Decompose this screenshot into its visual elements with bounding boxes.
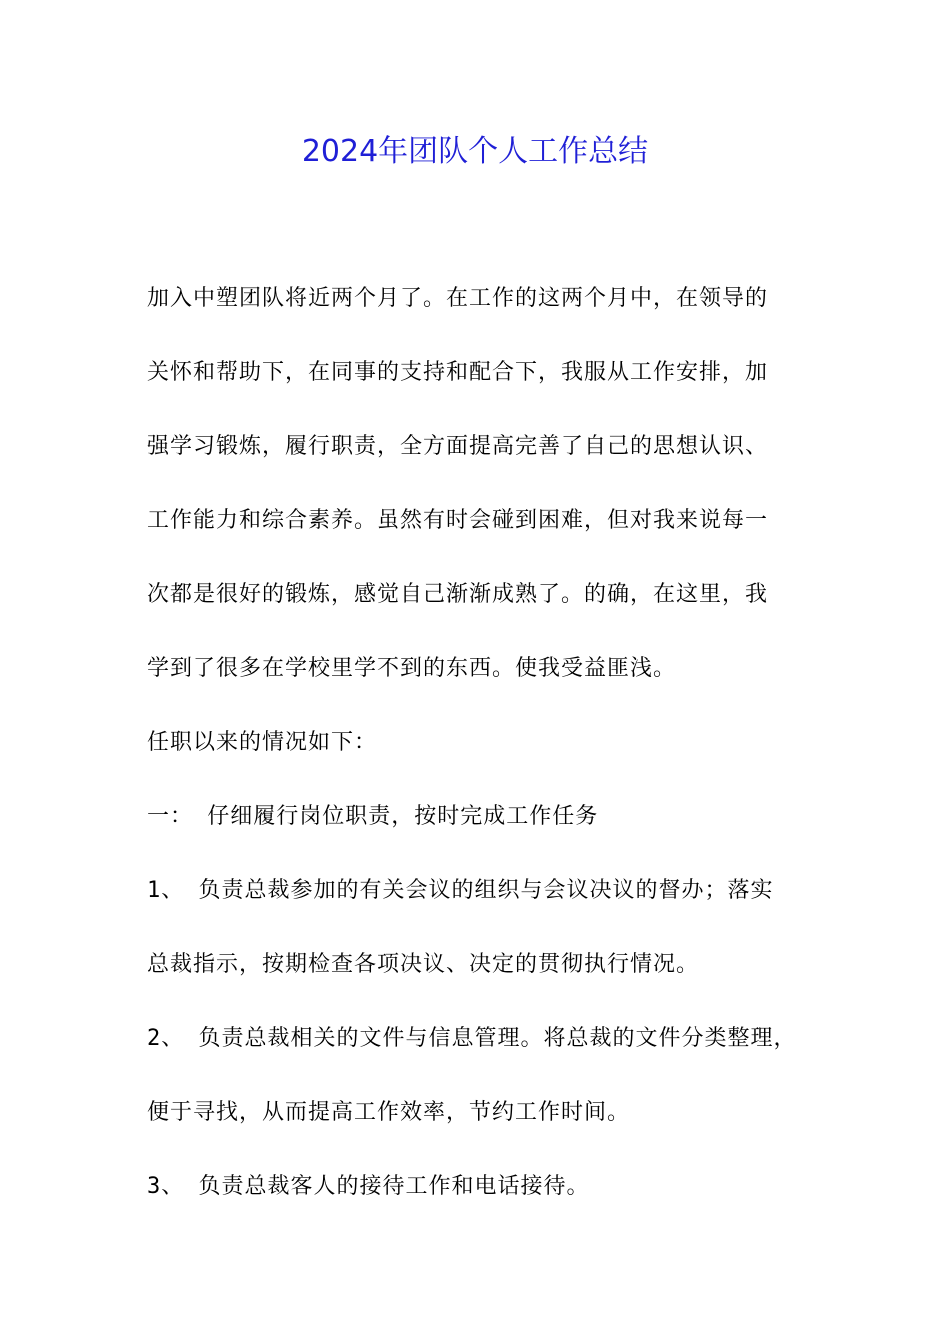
list-item-3: 3、 负责总裁客人的接待工作和电话接待。 (147, 1174, 590, 1199)
body-line: 强学习锻炼，履行职责，全方面提高完善了自己的思想认识、 (147, 434, 769, 459)
document-body (147, 262, 817, 1224)
list-item-1: 1、 负责总裁参加的有关会议的组织与会议决议的督办；落实 (147, 878, 774, 903)
list-item-2-continuation: 便于寻找，从而提高工作效率，节约工作时间。 (147, 1100, 631, 1125)
body-line: 学到了很多在学校里学不到的东西。使我受益匪浅。 (147, 656, 677, 681)
section-heading: 一： 仔细履行岗位职责，按时完成工作任务 (147, 804, 599, 829)
body-line: 关怀和帮助下，在同事的支持和配合下，我服从工作安排，加 (147, 360, 769, 385)
list-item-1-continuation: 总裁指示，按期检查各项决议、决定的贯彻执行情况。 (147, 952, 700, 977)
body-line: 工作能力和综合素养。虽然有时会碰到困难，但对我来说每一 (147, 508, 769, 533)
section-intro-line: 任职以来的情况如下： (147, 730, 378, 755)
document-title: 2024年团队个人工作总结 (301, 134, 649, 169)
body-line: 加入中塑团队将近两个月了。在工作的这两个月中，在领导的 (147, 286, 769, 311)
list-item-2: 2、 负责总裁相关的文件与信息管理。将总裁的文件分类整理， (147, 1026, 797, 1051)
body-line: 次都是很好的锻炼，感觉自己渐渐成熟了。的确，在这里，我 (147, 582, 769, 607)
